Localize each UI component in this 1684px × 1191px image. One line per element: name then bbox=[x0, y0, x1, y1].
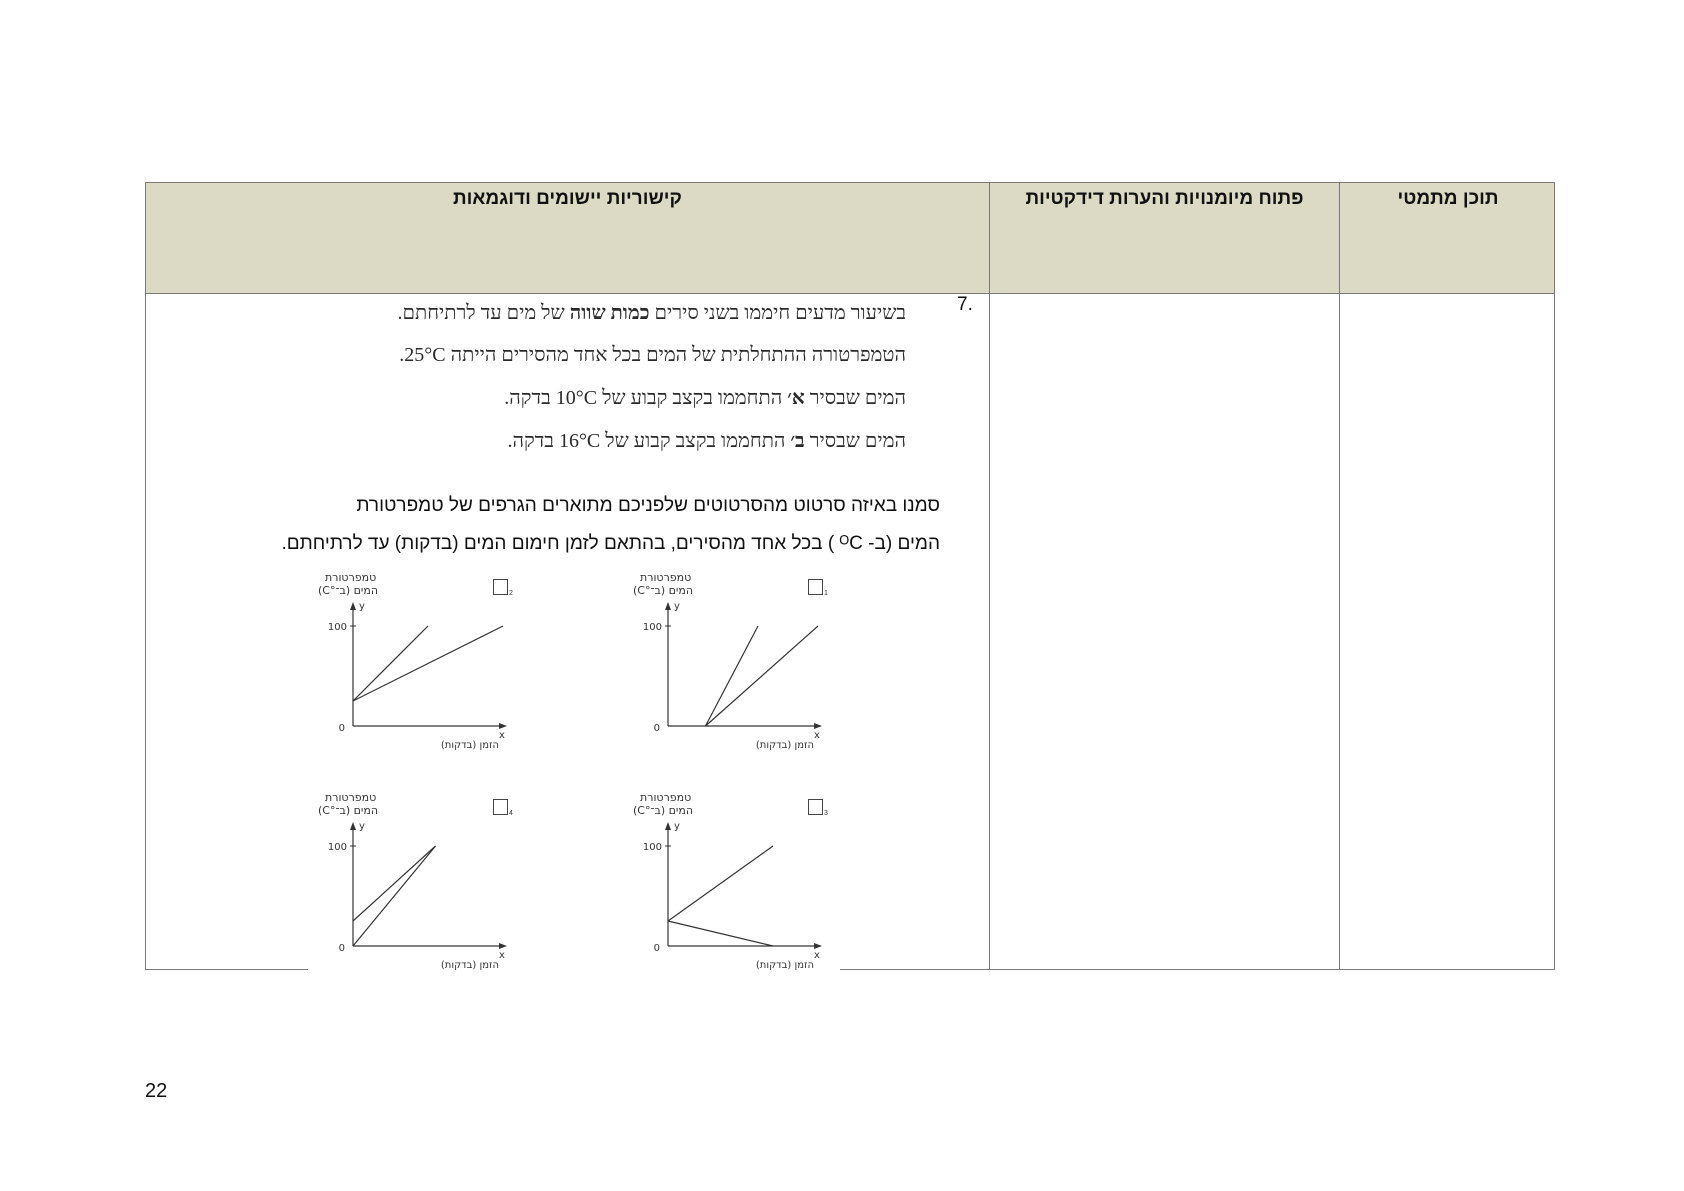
graph-ylabel-line1: טמפרטורת bbox=[640, 791, 692, 804]
graph-canvas bbox=[630, 786, 830, 986]
series-line-1 bbox=[353, 626, 428, 701]
graph-option-4 bbox=[315, 786, 515, 986]
exercise-line: המים שבסיר ב׳ התחממו בקצב קבוע של 16°C בדקה. bbox=[507, 430, 906, 452]
series-line-2 bbox=[353, 846, 436, 921]
question-line: המים (ב- ᴼC ) בכל אחד מהסירים, בהתאם לזמן חימום המים (בדקות) עד לרתיחתם. bbox=[281, 533, 940, 554]
y-tick-label-100: 100 bbox=[327, 622, 347, 633]
y-axis-arrow bbox=[665, 602, 671, 610]
series-line-1 bbox=[353, 846, 436, 946]
y-axis-name: y bbox=[359, 821, 365, 832]
x-axis-arrow bbox=[499, 943, 507, 949]
x-axis-label: הזמן (בדקות) bbox=[440, 960, 499, 971]
y-axis-arrow bbox=[350, 822, 356, 830]
question-line: סמנו באיזה סרטוט מהסרטוטים שלפניכם מתוארים הגרפים של טמפרטורת bbox=[356, 495, 940, 516]
y-axis-arrow bbox=[665, 822, 671, 830]
graph-ylabel-line1: טמפרטורת bbox=[325, 791, 377, 804]
page-number: 22 bbox=[145, 1080, 168, 1102]
y-tick-label-0: 0 bbox=[653, 943, 660, 954]
exercise-number: 7. bbox=[957, 294, 973, 315]
y-axis-arrow bbox=[350, 602, 356, 610]
graph-canvas bbox=[315, 566, 515, 766]
x-axis-name: x bbox=[499, 730, 505, 741]
x-axis-name: x bbox=[814, 730, 820, 741]
exercise-line: המים שבסיר א׳ התחממו בקצב קבוע של 10°C בדקה. bbox=[504, 387, 906, 409]
header-applications-examples: קישוריות יישומים ודוגמאות bbox=[453, 188, 682, 209]
graph-ylabel-line2: המים (ב־°C) bbox=[633, 584, 694, 597]
y-tick-label-100: 100 bbox=[642, 622, 662, 633]
header-math-content: תוכן מתמטי bbox=[1397, 188, 1499, 209]
graph-option-3 bbox=[630, 786, 830, 986]
column-divider bbox=[989, 183, 990, 969]
y-tick-label-0: 0 bbox=[338, 723, 345, 734]
x-axis-label: הזמן (בדקות) bbox=[755, 960, 814, 971]
y-axis-name: y bbox=[359, 601, 365, 612]
y-tick-label-100: 100 bbox=[327, 842, 347, 853]
graph-ylabel-line1: טמפרטורת bbox=[640, 571, 692, 584]
x-axis-name: x bbox=[499, 950, 505, 961]
y-axis-name: y bbox=[674, 821, 680, 832]
option-number: 2 bbox=[509, 590, 513, 597]
x-axis-label: הזמן (בדקות) bbox=[755, 740, 814, 751]
graph-canvas bbox=[315, 786, 515, 986]
y-axis-name: y bbox=[674, 601, 680, 612]
series-line-1 bbox=[706, 626, 759, 726]
y-tick-label-100: 100 bbox=[642, 842, 662, 853]
header-skills-development: פתוח מיומנויות והערות דידקטיות bbox=[1025, 188, 1304, 209]
option-number: 3 bbox=[824, 810, 828, 817]
column-divider bbox=[1339, 183, 1340, 969]
x-axis-arrow bbox=[814, 723, 822, 729]
y-tick-label-0: 0 bbox=[338, 943, 345, 954]
exercise-line: הטמפרטורה ההתחלתית של המים בכל אחד מהסירים הייתה 25°C. bbox=[399, 344, 906, 366]
x-axis-arrow bbox=[814, 943, 822, 949]
y-tick-label-0: 0 bbox=[653, 723, 660, 734]
x-axis-name: x bbox=[814, 950, 820, 961]
graph-ylabel-line2: המים (ב־°C) bbox=[318, 584, 379, 597]
series-line-1 bbox=[668, 846, 773, 921]
series-line-2 bbox=[353, 626, 503, 701]
exercise-line: בשיעור מדעים חיממו בשני סירים כמות שווה של מים עד לרתיחתם. bbox=[397, 302, 906, 324]
graph-ylabel-line2: המים (ב־°C) bbox=[633, 804, 694, 817]
graph-canvas bbox=[630, 566, 830, 766]
graph-option-1 bbox=[630, 566, 830, 766]
series-line-2 bbox=[706, 626, 819, 726]
x-axis-label: הזמן (בדקות) bbox=[440, 740, 499, 751]
x-axis-arrow bbox=[499, 723, 507, 729]
graph-ylabel-line2: המים (ב־°C) bbox=[318, 804, 379, 817]
option-number: 1 bbox=[824, 590, 828, 597]
graph-ylabel-line1: טמפרטורת bbox=[325, 571, 377, 584]
graph-option-2 bbox=[315, 566, 515, 766]
option-number: 4 bbox=[509, 810, 513, 817]
series-line-2 bbox=[668, 921, 773, 946]
